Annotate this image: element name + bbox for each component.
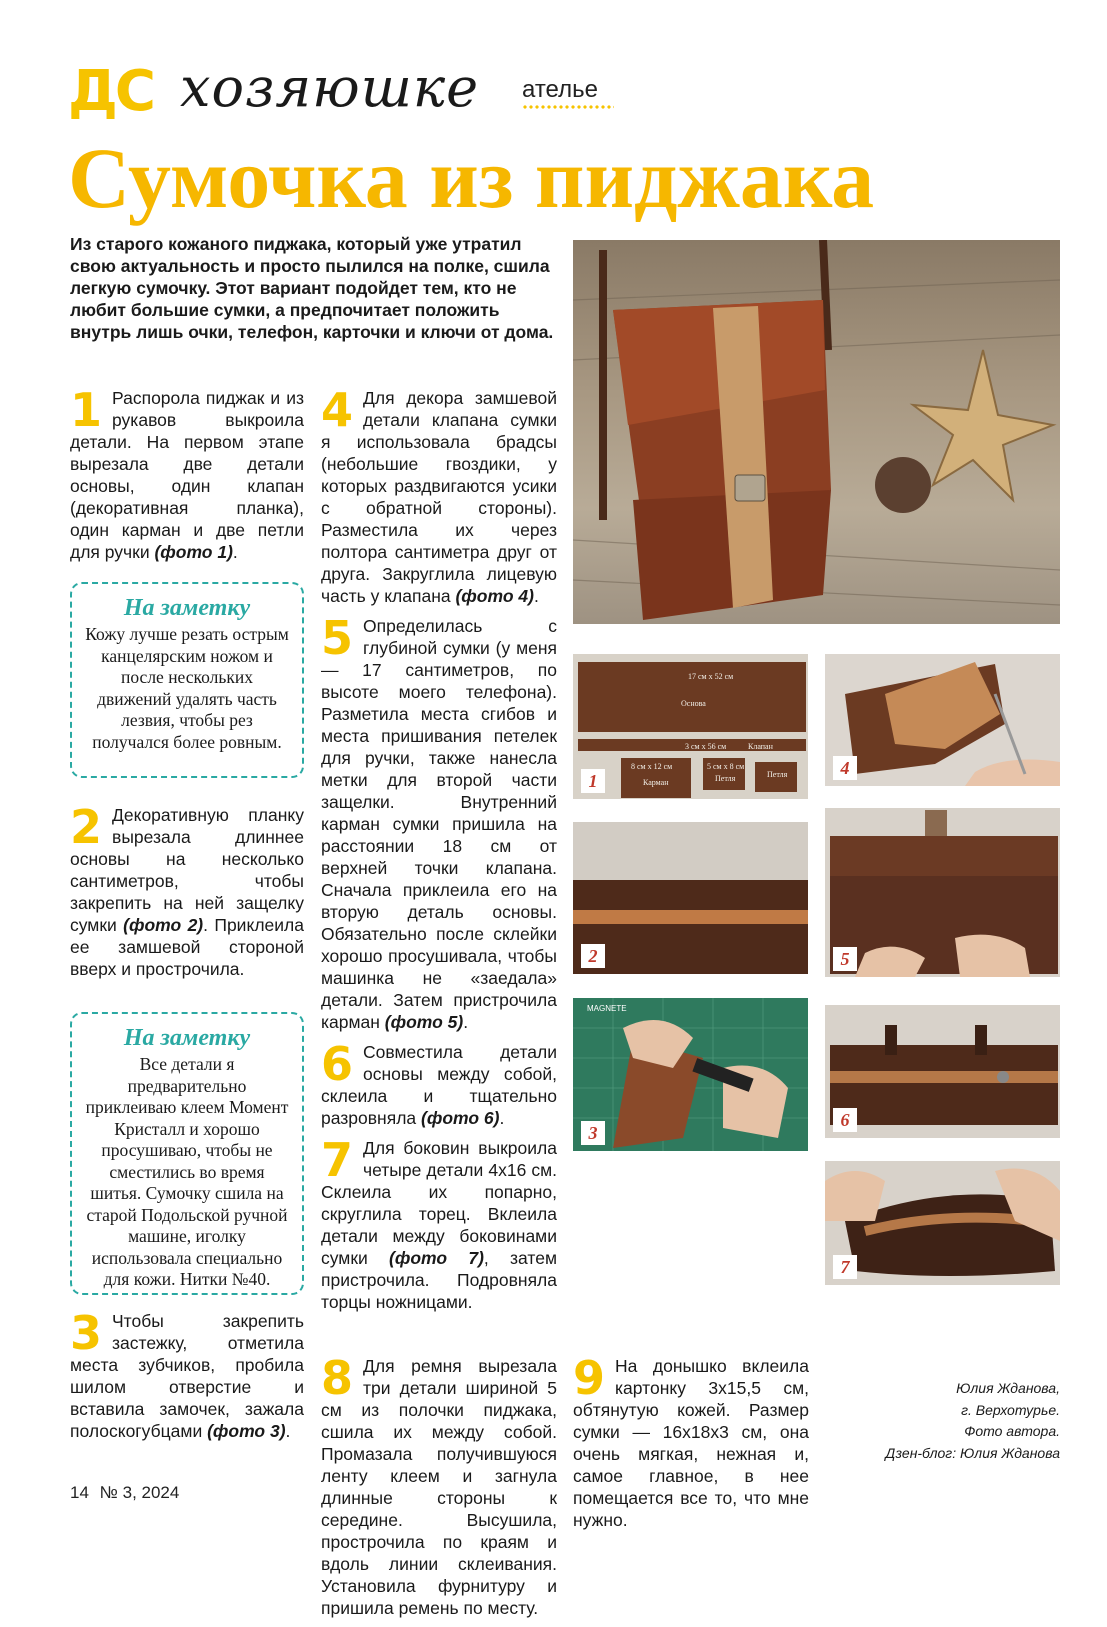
- note-title: На заметку: [123, 1025, 251, 1051]
- step-number: 2: [70, 800, 103, 854]
- section-underline: [522, 105, 614, 109]
- photo-2: [573, 822, 808, 974]
- bag-illustration: [573, 240, 1060, 624]
- photo-number: 7: [833, 1255, 857, 1279]
- step-text-end: .: [285, 1421, 291, 1441]
- step-text-end: .: [232, 542, 238, 562]
- step-9: [573, 1351, 809, 1531]
- column-3-end: [573, 1351, 809, 1539]
- author-city: г. Верхотурье.: [961, 1401, 1060, 1418]
- photo-7: [825, 1161, 1060, 1285]
- photo-caption: Петля: [767, 770, 788, 779]
- photo-ref: (фото 1): [154, 542, 233, 562]
- note-box-1: [70, 582, 304, 778]
- step-text-end: .: [533, 586, 539, 606]
- step-text: Распорола пиджак и из рукавов выкроила детали. На первом этапе вырезала две детали основы, один клапан (декоративная планка), один карман и две петли для ручки: [70, 388, 304, 562]
- step-text: Определилась с глубиной сумки (у меня — 17 сантиметров, по высоте моего телефона). Разметила места сгибов и места пришивания петелек для ручки, также нанесла метки для второй части защелки. Внутренний карман сумки пришила на расстоянии 18 см от верхней точки клапана. Сначала приклеила его на вторую деталь основы. Обязательно после склейки хорошо просушивала, чтобы машинка не «заедала» детали. Затем пристрочила карман: [321, 616, 557, 1032]
- page-footer: [70, 1483, 179, 1503]
- magazine-logo: ДС: [68, 59, 153, 124]
- photo-number: 4: [833, 756, 857, 780]
- step-text-end: .: [463, 1012, 469, 1032]
- photo-ref: (фото 5): [384, 1012, 464, 1032]
- step-6: [321, 1037, 557, 1129]
- page-number: 14: [70, 1483, 89, 1502]
- step-1: [70, 383, 304, 563]
- photo-1: [573, 654, 808, 799]
- author-blog: Дзен-блог: Юлия Жданова: [885, 1444, 1060, 1461]
- lead-paragraph: Из старого кожаного пиджака, который уже утратил свою актуальность и просто пылился на полке, сшила легкую сумочку. Этот вариант подойдет тем, кто не любит большие сумки, а предпочитает положить внутрь лишь очки, телефон, карточки и ключи от дома.: [70, 234, 554, 342]
- photo-caption: 3 см х 56 см: [685, 742, 727, 751]
- column-1: [70, 383, 304, 571]
- photo-caption: Клапан: [748, 742, 773, 751]
- step-5: [321, 611, 557, 1033]
- step-3: [70, 1306, 304, 1442]
- step-number: 1: [70, 383, 103, 437]
- photo-5: [825, 808, 1060, 977]
- photo-ref: (фото 4): [455, 586, 534, 606]
- photo-number: 5: [833, 947, 857, 971]
- rubric-title: хозяюшке: [180, 56, 480, 119]
- step-7: [321, 1133, 557, 1313]
- photo-4: [825, 654, 1060, 786]
- step-text: Совместила детали основы между собой, склеила и тщательно разровняла: [321, 1042, 557, 1128]
- step-text: Для декора замшевой детали клапана сумки я использовала брадсы (небольшие гвоздики, у которых раздвигаются усики с обратной стороны). Разместила их через полтора сантиметра друг от друга. Закруглила лицевую часть у клапана: [321, 388, 557, 606]
- photo-number: 2: [581, 944, 605, 968]
- photo-credit: Фото автора.: [964, 1423, 1060, 1439]
- step-text: Для боковин выкроила четыре детали 4х16 см. Склеила их попарно, скруглила торец. Вклеила детали между боковинами сумки: [321, 1138, 557, 1268]
- note-text: Все детали я предварительно приклеиваю клеем Момент Кристалл и хорошо просушиваю, чтобы не сместились во время шитья. Сумочку сшила на старой Подольской ручной машине, иголку использовала специально для кожи. Нитки №40.: [85, 1054, 289, 1289]
- column-2: [321, 383, 557, 1321]
- step-number: 9: [573, 1351, 606, 1405]
- note-title: На заметку: [123, 595, 251, 621]
- photo-ref: (фото 7): [389, 1248, 484, 1268]
- step-text: Чтобы закрепить застежку, отметила места зубчиков, пробила шилом отверстие и вставила замочек, зажала полоскогубцами: [70, 1311, 304, 1441]
- column-2-end: [321, 1351, 557, 1627]
- photo-caption: Петля: [715, 774, 736, 783]
- photo-caption: Основа: [681, 699, 706, 708]
- main-bag-photo: [573, 240, 1060, 624]
- photo-number: 1: [581, 769, 605, 793]
- note-box-2: [70, 1012, 304, 1295]
- photo-6: [825, 1005, 1060, 1138]
- photo-caption: MAGNETE: [587, 1004, 627, 1013]
- step-number: 8: [321, 1351, 354, 1405]
- step-text: На донышко вклеила картонку 3х15,5 см, обтянутую кожей. Размер сумки — 16х18х3 см, она очень мягкая, нежная и, самое главное, в нее помещается все то, что мне нужно.: [573, 1356, 809, 1530]
- step-4: [321, 383, 557, 607]
- photo-number: 3: [581, 1121, 605, 1145]
- step-text: Декоративную планку вырезала длиннее основы на несколько сантиметров, чтобы закрепить на ней защелку сумки: [70, 805, 304, 935]
- step-number: 6: [321, 1037, 354, 1091]
- step-number: 7: [321, 1133, 354, 1187]
- step-number: 3: [70, 1306, 103, 1360]
- step-text: Для ремня вырезала три детали шириной 5 см из полочки пиджака, сшила их между собой. Промазала получившуюся ленту клеем и загнула длинные стороны к середине. Высушила, прострочила по краям и вдоль линии склеивания. Установила фурнитуру и пришила ремень по месту.: [321, 1356, 557, 1618]
- step-text-end: , затем пристрочила. Подровняла торцы ножницами.: [321, 1248, 557, 1312]
- column-1-cont: [70, 800, 304, 988]
- issue-number: № 3, 2024: [99, 1483, 180, 1502]
- note-text: Кожу лучше резать острым канцелярским ножом и после нескольких движений удалять часть лезвия, чтобы рез получался более ровным.: [85, 624, 289, 752]
- photo-caption: Карман: [643, 778, 669, 787]
- photo-caption: 17 см х 52 см: [688, 672, 734, 681]
- photo-3: [573, 998, 808, 1151]
- column-1-end: [70, 1306, 304, 1450]
- step-text-end: . Приклеила ее замшевой стороной вверх и прострочила.: [70, 915, 304, 979]
- photo-number: 6: [833, 1108, 857, 1132]
- section-label: ателье: [522, 76, 598, 103]
- step-2: [70, 800, 304, 980]
- photo-caption: 8 см х 12 см: [631, 762, 673, 771]
- step-8: [321, 1351, 557, 1619]
- author-name: Юлия Жданова,: [956, 1380, 1060, 1396]
- author-signature: [824, 1378, 1060, 1464]
- step-text-end: .: [499, 1108, 505, 1128]
- step-number: 4: [321, 383, 354, 437]
- photo-caption: 5 см х 8 см: [707, 762, 745, 771]
- photo-ref: (фото 6): [421, 1108, 500, 1128]
- article-title: Сумочка из пиджака: [68, 130, 875, 226]
- step-number: 5: [321, 611, 354, 665]
- photo-ref: (фото 3): [207, 1421, 286, 1441]
- photo-ref: (фото 2): [123, 915, 204, 935]
